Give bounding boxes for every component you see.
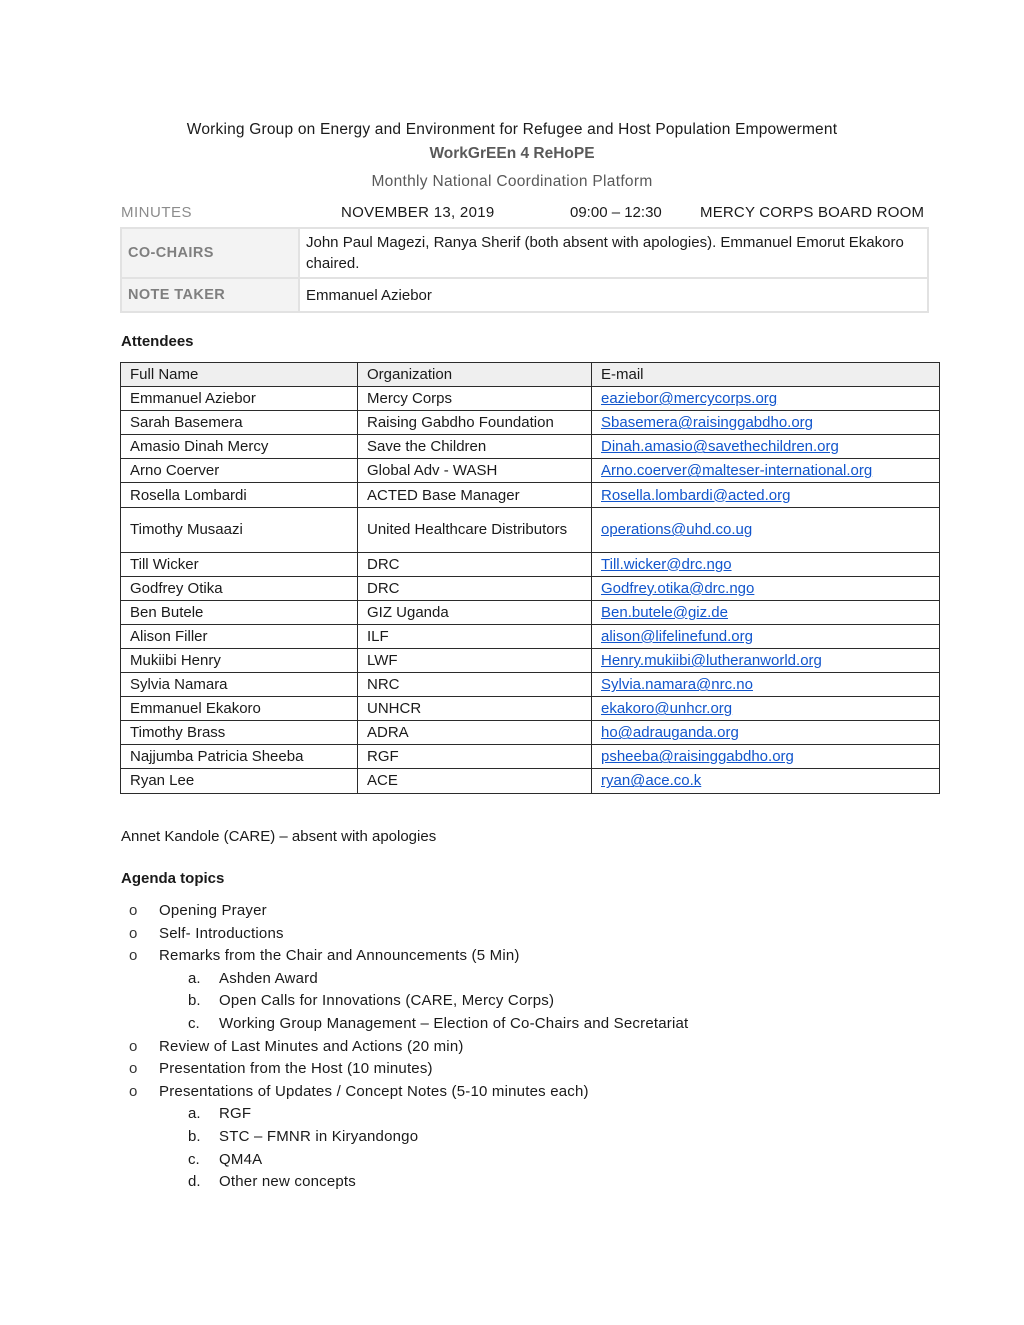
agenda-item-text: Opening Prayer bbox=[159, 902, 267, 919]
attendee-organization: DRC bbox=[358, 576, 592, 600]
agenda-subitem-text: Open Calls for Innovations (CARE, Mercy Corps) bbox=[219, 992, 555, 1010]
attendee-organization: GIZ Uganda bbox=[358, 600, 592, 624]
minutes-label: MINUTES bbox=[121, 204, 192, 221]
attendee-email-link[interactable]: Dinah.amasio@savethechildren.org bbox=[601, 438, 839, 456]
attendee-email-cell bbox=[592, 624, 940, 648]
attendee-email-link[interactable]: Arno.coerver@malteser-international.org bbox=[601, 462, 873, 480]
attendee-name: Godfrey Otika bbox=[121, 576, 358, 600]
attendee-organization: ILF bbox=[358, 624, 592, 648]
attendee-email-cell bbox=[592, 552, 940, 576]
agenda-subitem-text: RGF bbox=[219, 1105, 252, 1123]
attendee-organization: RGF bbox=[358, 745, 592, 769]
agenda-subitem-text: STC – FMNR in Kiryandongo bbox=[219, 1128, 419, 1145]
bullet-icon: o bbox=[129, 924, 138, 942]
attendee-organization: Save the Children bbox=[358, 435, 592, 459]
attendee-name: Alison Filler bbox=[121, 624, 358, 648]
attendee-name: Ryan Lee bbox=[121, 769, 358, 793]
table-row bbox=[121, 600, 940, 624]
table-row bbox=[121, 411, 940, 435]
agenda-heading: Agenda topics bbox=[121, 870, 225, 887]
attendee-email-cell bbox=[592, 769, 940, 793]
absent-note: Annet Kandole (CARE) – absent with apologies bbox=[121, 828, 437, 845]
attendee-organization: UNHCR bbox=[358, 697, 592, 721]
attendees-table bbox=[120, 362, 940, 794]
attendee-email-link[interactable]: ho@adrauganda.org bbox=[601, 724, 739, 742]
table-row bbox=[121, 552, 940, 576]
platform-name: Monthly National Coordination Platform bbox=[371, 173, 653, 190]
attendee-email-cell bbox=[592, 697, 940, 721]
attendee-email-link[interactable]: ryan@ace.co.k bbox=[601, 772, 702, 790]
table-row bbox=[121, 648, 940, 672]
bullet-icon: o bbox=[129, 1082, 138, 1100]
column-header-name: Full Name bbox=[121, 363, 358, 387]
agenda-subitem-text: Working Group Management – Election of Co-Chairs and Secretariat bbox=[219, 1015, 689, 1032]
attendee-email-link[interactable]: Godfrey.otika@drc.ngo bbox=[601, 579, 755, 597]
attendee-email-cell bbox=[592, 673, 940, 697]
bullet-icon: o bbox=[129, 1037, 138, 1055]
attendee-email-link[interactable]: Henry.mukiibi@lutheranworld.org bbox=[601, 651, 822, 669]
attendee-email-link[interactable]: alison@lifelinefund.org bbox=[601, 627, 753, 645]
table-row bbox=[121, 769, 940, 793]
attendee-organization: ADRA bbox=[358, 721, 592, 745]
attendee-email-link[interactable]: Till.wicker@drc.ngo bbox=[601, 555, 732, 573]
agenda-item-text: Self- Introductions bbox=[159, 924, 284, 942]
attendee-email-link[interactable]: Ben.butele@giz.de bbox=[601, 603, 728, 621]
table-row bbox=[121, 745, 940, 769]
table-row bbox=[121, 576, 940, 600]
document-title: Working Group on Energy and Environment for Refugee and Host Population Empowerment bbox=[186, 121, 838, 138]
agenda-item-text: Remarks from the Chair and Announcements (5 Min) bbox=[159, 947, 520, 965]
attendee-email-link[interactable]: psheeba@raisinggabdho.org bbox=[601, 748, 794, 766]
attendee-name: Till Wicker bbox=[121, 552, 358, 576]
table-row bbox=[121, 459, 940, 483]
agenda-subitem-letter: a. bbox=[188, 969, 201, 987]
table-row bbox=[121, 624, 940, 648]
table-row bbox=[121, 483, 940, 507]
attendee-email-cell bbox=[592, 600, 940, 624]
table-row bbox=[121, 697, 940, 721]
agenda-subitem-letter: c. bbox=[188, 1150, 200, 1168]
attendee-name: Sylvia Namara bbox=[121, 673, 358, 697]
agenda-subitem-letter: a. bbox=[188, 1105, 201, 1123]
attendee-email-cell bbox=[592, 483, 940, 507]
agenda-subitem-text: Other new concepts bbox=[219, 1173, 357, 1191]
document-subtitle: WorkGrEEn 4 ReHoPE bbox=[429, 145, 595, 162]
bullet-icon: o bbox=[129, 1060, 138, 1078]
attendee-organization: ACE bbox=[358, 769, 592, 793]
notetaker-label: NOTE TAKER bbox=[121, 278, 299, 312]
agenda-subitem-letter: b. bbox=[188, 992, 201, 1010]
attendee-email-link[interactable]: Sbasemera@raisinggabdho.org bbox=[601, 414, 814, 432]
agenda-subitem-letter: d. bbox=[188, 1173, 201, 1191]
agenda-subitem-text: Ashden Award bbox=[219, 969, 318, 987]
bullet-icon: o bbox=[129, 902, 138, 919]
attendee-name: Arno Coerver bbox=[121, 459, 358, 483]
meeting-time: 09:00 – 12:30 bbox=[570, 204, 662, 221]
cochairs-label: CO-CHAIRS bbox=[121, 228, 299, 278]
attendee-name: Sarah Basemera bbox=[121, 411, 358, 435]
attendee-name: Najjumba Patricia Sheeba bbox=[121, 745, 358, 769]
attendee-organization: LWF bbox=[358, 648, 592, 672]
attendee-email-cell bbox=[592, 435, 940, 459]
attendee-email-link[interactable]: operations@uhd.co.ug bbox=[601, 521, 753, 539]
meeting-date: NOVEMBER 13, 2019 bbox=[341, 204, 495, 221]
cochairs-row bbox=[121, 228, 928, 278]
attendee-organization: Raising Gabdho Foundation bbox=[358, 411, 592, 435]
attendee-name: Ben Butele bbox=[121, 600, 358, 624]
attendee-organization: United Healthcare Distributors bbox=[358, 507, 592, 552]
attendee-email-cell bbox=[592, 576, 940, 600]
attendee-organization: Global Adv - WASH bbox=[358, 459, 592, 483]
attendee-email-cell bbox=[592, 507, 940, 552]
agenda-item-text: Review of Last Minutes and Actions (20 min) bbox=[159, 1037, 464, 1055]
attendee-email-cell bbox=[592, 411, 940, 435]
attendees-table-body bbox=[121, 387, 940, 793]
column-header-email: E-mail bbox=[592, 363, 940, 387]
notetaker-row bbox=[121, 278, 928, 312]
attendee-email-cell bbox=[592, 459, 940, 483]
meeting-room: MERCY CORPS BOARD ROOM bbox=[700, 204, 925, 221]
attendee-organization: DRC bbox=[358, 552, 592, 576]
attendees-header-row bbox=[121, 363, 940, 387]
column-header-organization: Organization bbox=[358, 363, 592, 387]
attendee-email-cell bbox=[592, 648, 940, 672]
attendee-email-link[interactable]: Sylvia.namara@nrc.no bbox=[601, 676, 753, 694]
table-row bbox=[121, 507, 940, 552]
table-row bbox=[121, 435, 940, 459]
attendee-name: Timothy Brass bbox=[121, 721, 358, 745]
attendee-email-link[interactable]: ekakoro@unhcr.org bbox=[601, 700, 733, 718]
attendee-name: Timothy Musaazi bbox=[121, 507, 358, 552]
attendee-email-cell bbox=[592, 745, 940, 769]
table-row bbox=[121, 721, 940, 745]
attendee-name: Rosella Lombardi bbox=[121, 483, 358, 507]
attendee-name: Amasio Dinah Mercy bbox=[121, 435, 358, 459]
attendee-name: Emmanuel Aziebor bbox=[121, 387, 358, 411]
bullet-icon: o bbox=[129, 947, 138, 965]
meeting-info-table bbox=[120, 227, 929, 313]
agenda-item-text: Presentation from the Host (10 minutes) bbox=[159, 1060, 433, 1078]
attendee-organization: ACTED Base Manager bbox=[358, 483, 592, 507]
agenda-item-text: Presentations of Updates / Concept Notes (5-10 minutes each) bbox=[159, 1082, 589, 1100]
table-row bbox=[121, 387, 940, 411]
notetaker-value: Emmanuel Aziebor bbox=[299, 278, 928, 312]
attendee-organization: Mercy Corps bbox=[358, 387, 592, 411]
attendee-email-cell bbox=[592, 721, 940, 745]
attendee-email-cell bbox=[592, 387, 940, 411]
attendee-name: Emmanuel Ekakoro bbox=[121, 697, 358, 721]
attendee-email-link[interactable]: Rosella.lombardi@acted.org bbox=[601, 486, 791, 504]
attendees-heading: Attendees bbox=[121, 333, 194, 350]
agenda-subitem-text: QM4A bbox=[219, 1150, 263, 1168]
table-row bbox=[121, 673, 940, 697]
agenda-subitem-letter: b. bbox=[188, 1128, 201, 1145]
attendee-name: Mukiibi Henry bbox=[121, 648, 358, 672]
attendee-email-link[interactable]: eaziebor@mercycorps.org bbox=[601, 390, 778, 408]
attendee-organization: NRC bbox=[358, 673, 592, 697]
agenda-subitem-letter: c. bbox=[188, 1015, 200, 1032]
cochairs-value: John Paul Magezi, Ranya Sherif (both absent with apologies). Emmanuel Emorut Ekakoro chaired. bbox=[299, 228, 928, 278]
